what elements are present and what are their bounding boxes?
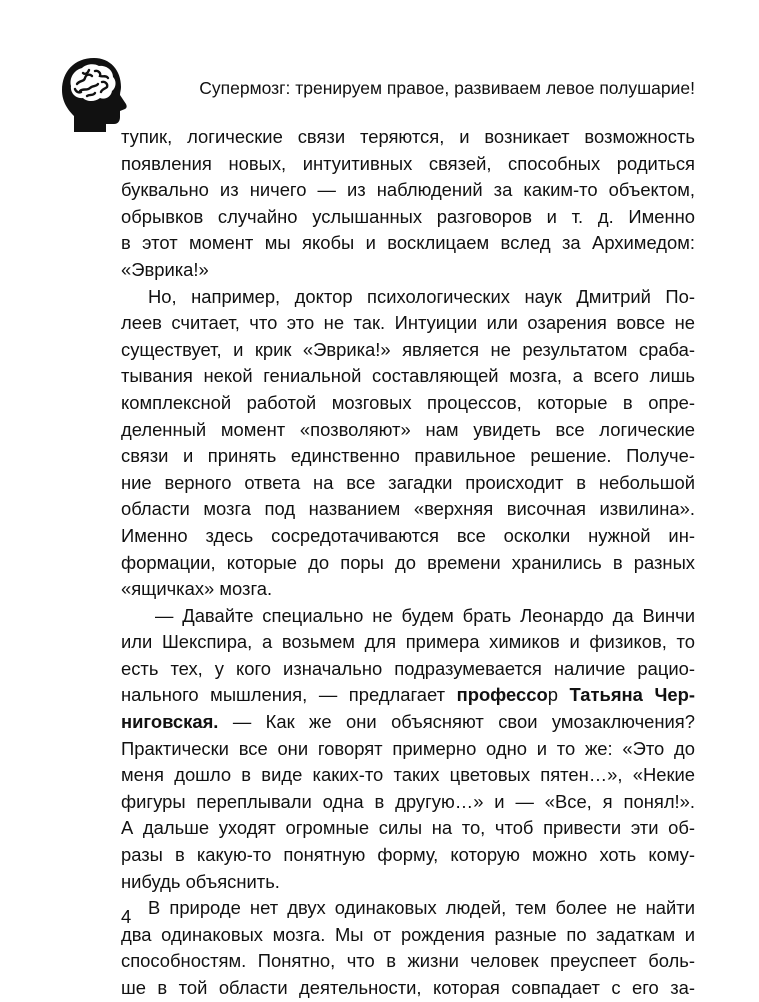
text-line: обрывков случайно услышанных разговоров и т. д. Именно <box>121 205 695 227</box>
text-line: два одинаковых мозга. Мы от рождения разные по задаткам и <box>121 923 695 945</box>
page-body <box>121 124 695 1002</box>
paragraph-3-quote <box>121 603 695 896</box>
text-line: «Эврика!» <box>121 258 209 280</box>
text-line: связи и принять единственно правильное решение. Получе- <box>121 445 695 467</box>
text-line: в этот момент мы якобы и восклицаем вслед за Архимедом: <box>121 232 695 254</box>
text-line: «ящичках» мозга. <box>121 578 273 600</box>
text-line <box>121 709 695 736</box>
paragraph-4 <box>121 895 695 1001</box>
text-line: способностям. Понятно, что в жизни человек преуспеет боль- <box>121 950 695 972</box>
text-line: Практически все они говорят примерно одно и то же: «Это до <box>121 737 695 759</box>
text-line: комплексной работой мозговых процессов, которые в опре- <box>121 391 695 413</box>
text-line: тупик, логические связи теряются, и возникает возможность <box>121 126 695 147</box>
text-fragment: р <box>547 684 570 706</box>
text-line: ние верного ответа на все загадки происходит в небольшой <box>121 471 695 493</box>
text-line <box>121 682 695 709</box>
text-line: или Шекспира, а возьмем для примера химиков и физиков, то <box>121 631 695 653</box>
text-line: ше в той области деятельности, которая совпадает с его за- <box>121 977 695 998</box>
text-line: есть тех, у кого изначально подразумевается наличие рацио- <box>121 657 695 679</box>
bold-title: профессо <box>456 684 548 706</box>
text-line: А дальше уходят огромные силы на то, чтоб привести эти об- <box>121 817 695 839</box>
bold-person-name: Татьяна Чер- <box>569 684 695 706</box>
text-fragment: нального мышления, — предлагает <box>121 684 457 706</box>
page-number: 4 <box>121 906 132 927</box>
text-line: деленный момент «позволяют» нам увидеть все логические <box>121 418 695 440</box>
text-line: существует, и крик «Эврика!» является не результатом сраба- <box>121 338 695 360</box>
text-line: меня дошло в виде каких-то таких цветовых пятен…», «Некие <box>121 764 695 786</box>
text-line: разы в какую-то понятную форму, которую можно хоть кому- <box>121 844 695 866</box>
text-line: леев считает, что это не так. Интуиции или озарения вовсе не <box>121 312 695 334</box>
text-line: буквально из ничего — из наблюдений за каким-то объектом, <box>121 179 695 201</box>
text-line: — Давайте специально не будем брать Леонардо да Винчи <box>155 604 695 626</box>
text-line: тывания некой гениальной составляющей мозга, а всего лишь <box>121 365 695 387</box>
text-line: Но, например, доктор психологических наук Дмитрий По- <box>148 285 695 307</box>
running-header: Супермозг: тренируем правое, развиваем левое полушарие! <box>199 78 695 98</box>
text-line: фигуры переплывали одна в другую…» и — «Все, я понял!». <box>121 790 695 812</box>
paragraph-2 <box>121 284 695 603</box>
text-line: области мозга под названием «верхняя височная извилина». <box>121 498 695 520</box>
text-line: Именно здесь сосредотачиваются все осколки нужной ин- <box>121 524 695 546</box>
text-fragment: — Как же они объясняют свои умозаключения? <box>218 711 695 733</box>
text-line: В природе нет двух одинаковых людей, тем более не найти <box>148 897 695 919</box>
bold-person-name: ниговская. <box>121 711 219 733</box>
text-line: формации, которые до поры до времени хранились в разных <box>121 551 695 573</box>
text-line: нибудь объяснить. <box>121 870 280 892</box>
paragraph-1 <box>121 124 695 284</box>
text-line: появления новых, интуитивных связей, способных родиться <box>121 152 695 174</box>
head-with-brain-icon <box>58 56 136 134</box>
